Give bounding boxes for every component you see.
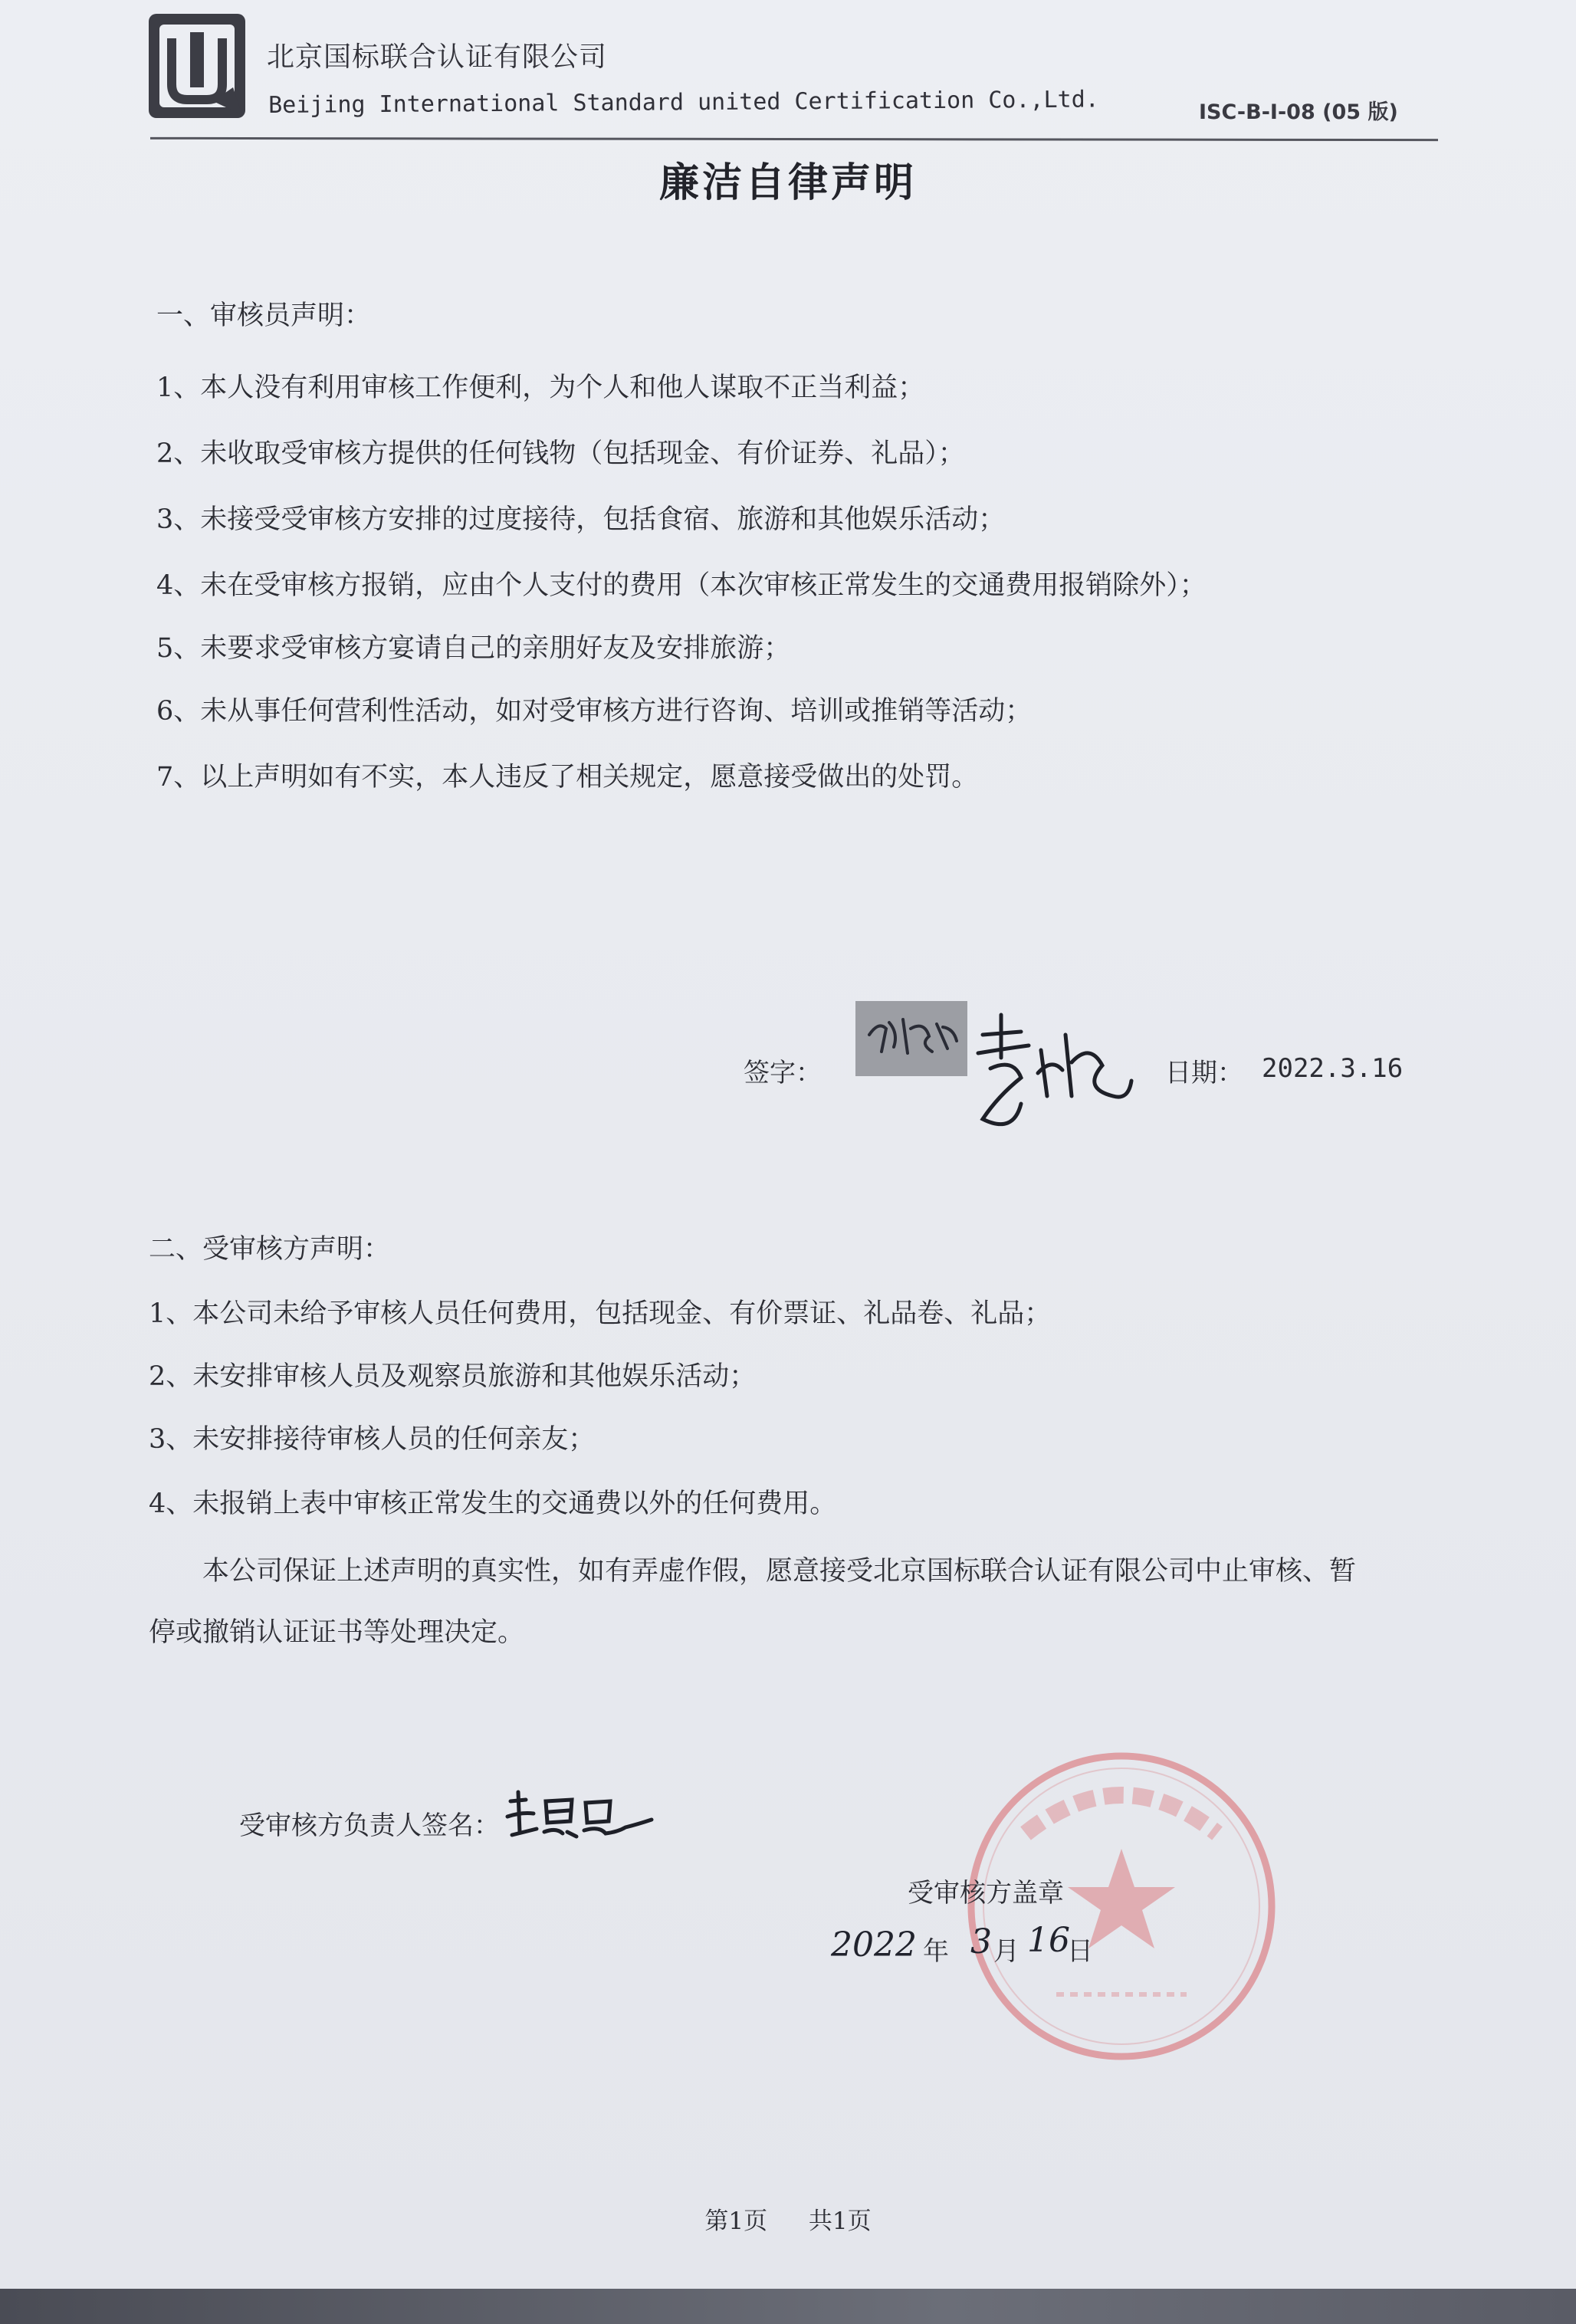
auditor-signature-part <box>863 1006 963 1067</box>
day-unit: 日 <box>1067 1936 1093 1967</box>
page-total: 共1页 <box>808 2207 872 2235</box>
auditee-statement-item: 4、未报销上表中审核正常发生的交通费以外的任何费用。 <box>149 1489 837 1519</box>
auditee-section-heading: 二、受审核方声明： <box>149 1234 391 1265</box>
auditee-statement-item: 3、未安排接待审核人员的任何亲友； <box>149 1424 596 1455</box>
auditor-statement-item: 6、未从事任何营利性活动，如对受审核方进行咨询、培训或推销等活动； <box>156 696 1033 727</box>
auditor-statement-item: 2、未收取受审核方提供的任何钱物（包括现金、有价证券、礼品）； <box>156 438 965 469</box>
auditor-section-heading: 一、审核员声明： <box>156 300 372 331</box>
company-name-cn: 北京国标联合认证有限公司 <box>267 41 608 73</box>
handwritten-year: 2022 <box>831 1925 917 1965</box>
handwritten-month: 3 <box>970 1922 992 1961</box>
date-label: 日期： <box>1165 1058 1243 1088</box>
auditee-statement-item: 1、本公司未给予审核人员任何费用，包括现金、有价票证、礼品卷、礼品； <box>149 1298 1052 1329</box>
auditor-date: 2022.3.16 <box>1262 1053 1404 1084</box>
month-unit: 月 <box>993 1936 1019 1967</box>
auditor-statement-item: 5、未要求受审核方宴请自己的亲朋好友及安排旅游； <box>156 633 791 664</box>
guarantee-text: 停或撤销认证证书等处理决定。 <box>149 1617 525 1648</box>
year-unit: 年 <box>923 1936 949 1967</box>
auditor-statement-item: 4、未在受审核方报销，应由个人支付的费用（本次审核正常发生的交通费用报销除外）； <box>156 570 1207 601</box>
company-name-en: Beijing International Standard united Certification Co.,Ltd. <box>268 86 1099 119</box>
page-current: 第1页 <box>704 2207 768 2235</box>
auditor-statement-item: 1、本人没有利用审核工作便利，为个人和他人谋取不正当利益； <box>156 373 925 403</box>
handwritten-day: 16 <box>1027 1921 1070 1960</box>
auditor-signature <box>967 1004 1136 1139</box>
seal-label: 受审核方盖章 <box>908 1878 1064 1909</box>
guarantee-text: 本公司保证上述声明的真实性，如有弄虚作假，愿意接受北京国标联合认证有限公司中止审核、暂 <box>202 1556 1357 1587</box>
document-title: 廉洁自律声明 <box>658 160 917 206</box>
header-divider <box>150 137 1438 141</box>
form-code: ISC-B-I-08 (05 版) <box>1199 100 1398 124</box>
signature-label: 签字： <box>744 1058 822 1088</box>
scan-edge <box>0 2289 1576 2324</box>
responsible-person-label: 受审核方负责人签名： <box>239 1810 500 1841</box>
responsible-person-signature <box>503 1786 656 1847</box>
auditor-statement-item: 7、以上声明如有不实，本人违反了相关规定，愿意接受做出的处罚。 <box>156 762 979 793</box>
page-number <box>0 2201 1576 2236</box>
company-logo <box>146 11 248 121</box>
auditor-statement-item: 3、未接受受审核方安排的过度接待，包括食宿、旅游和其他娱乐活动； <box>156 504 1006 535</box>
auditee-statement-item: 2、未安排审核人员及观察员旅游和其他娱乐活动； <box>149 1361 757 1392</box>
